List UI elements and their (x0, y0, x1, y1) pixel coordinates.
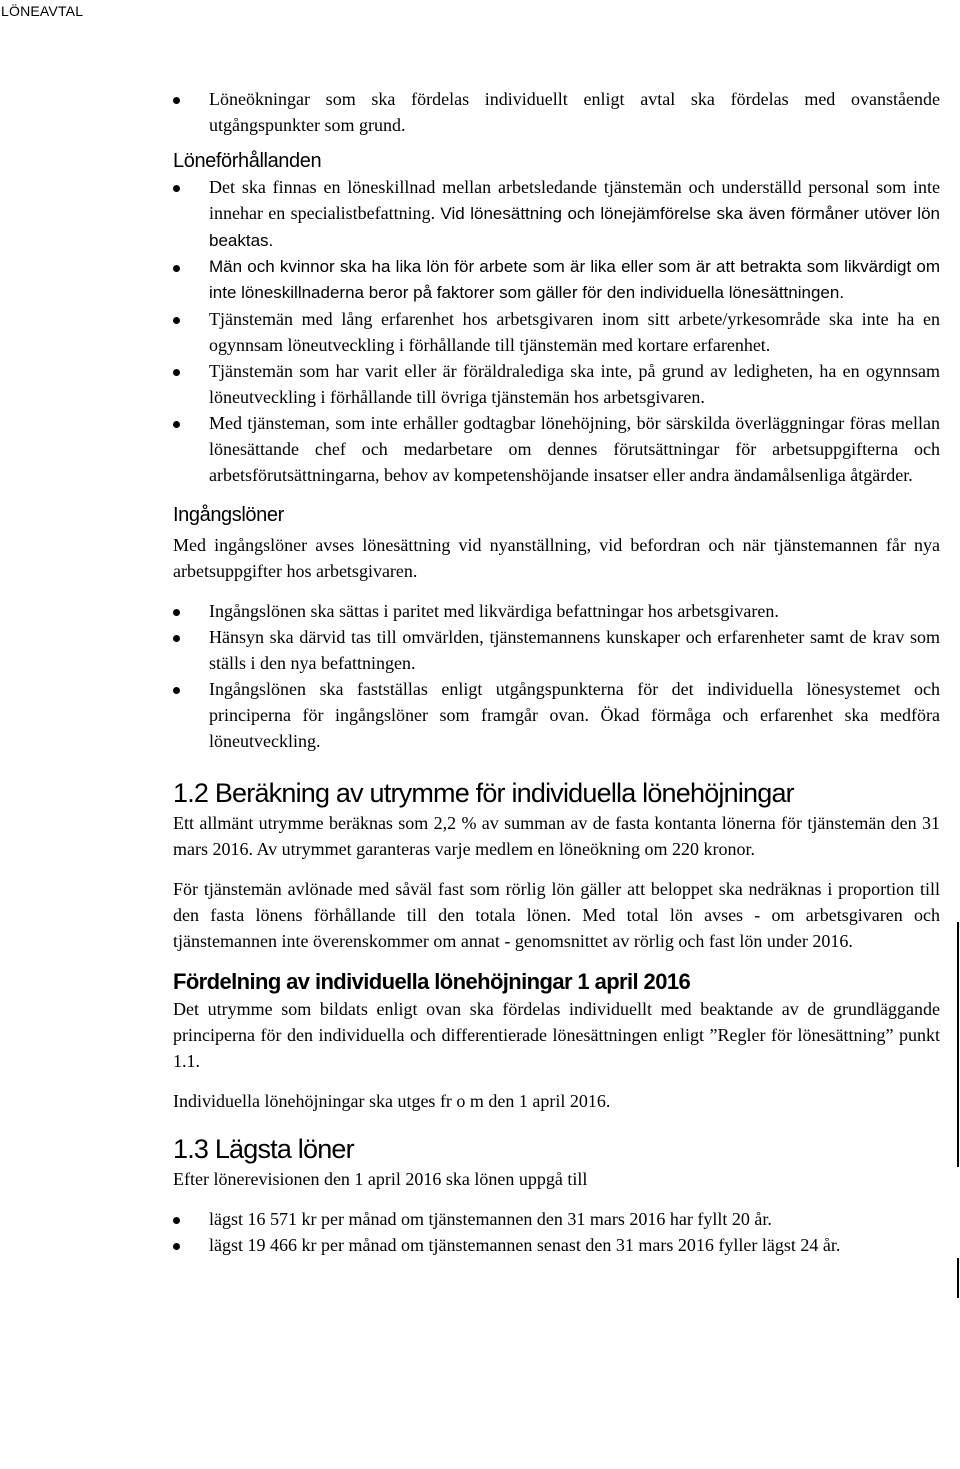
list-item: Löneökningar som ska fördelas individuellt enligt avtal ska fördelas med ovanstående utgångspunkter som grund. (173, 86, 940, 138)
bullet-icon (173, 185, 180, 192)
bullet-icon (173, 687, 180, 694)
list-item: Män och kvinnor ska ha lika lön för arbete som är lika eller som är att betrakta som likvärdigt om inte löneskillnaderna beror på faktorer som gäller för den individuella lönesättningen. (173, 254, 940, 306)
bullet-icon (173, 317, 180, 324)
lagsta-loner-bullet-list (173, 1206, 940, 1258)
bullet-icon (173, 265, 180, 272)
paragraph: Med ingångslöner avses lönesättning vid nyanställning, vid befordran och när tjänstemannen får nya arbetsuppgifter hos arbetsgivaren. (173, 535, 940, 581)
paragraph: Individuella lönehöjningar ska utges fr o m den 1 april 2016. (173, 1091, 611, 1111)
bullet-icon (173, 1217, 180, 1224)
section-heading-loneforhallanden: Löneförhållanden (173, 150, 322, 172)
section-heading-1-3: 1.3 Lägsta löner (173, 1134, 354, 1164)
section-heading-fordelning: Fördelning av individuella lönehöjningar 1 april 2016 (173, 969, 691, 994)
list-item: lägst 19 466 kr per månad om tjänstemannen senast den 31 mars 2016 fyller lägst 24 år. (173, 1232, 940, 1258)
ingangsloner-bullet-list (173, 598, 940, 754)
paragraph: Efter lönerevisionen den 1 april 2016 ska lönen uppgå till (173, 1169, 588, 1189)
bullet-icon (173, 609, 180, 616)
paragraph: Det utrymme som bildats enligt ovan ska fördelas individuellt med beaktande av de grundläggande principerna för den individuella och differentierade lönesättningen enligt ”Regler för lönesättning” punkt 1.1. (173, 999, 940, 1071)
list-item: Ingångslönen ska fastställas enligt utgångspunkterna för det individuella lönesystemet och principerna för ingångslöner som framgår ovan. Ökad förmåga och erfarenhet ska medföra löneutveckling. (173, 676, 940, 754)
bullet-icon (173, 369, 180, 376)
bullet-icon (173, 1243, 180, 1250)
list-item: Ingångslönen ska sättas i paritet med likvärdiga befattningar hos arbetsgivaren. (173, 598, 940, 624)
intro-bullet-list (173, 86, 940, 138)
section-heading-ingangsloner: Ingångslöner (173, 504, 284, 526)
bullet-icon (173, 421, 180, 428)
paragraph: För tjänstemän avlönade med såväl fast som rörlig lön gäller att beloppet ska nedräknas i proportion till den fasta lönens förhållande till den totala lönen. Med total lön avses - om arbetsgivaren och tjänstemannen inte överenskommer om annat - genomsnittet av rörlig och fast lön under 2016. (173, 879, 940, 951)
list-item: Med tjänsteman, som inte erhåller godtagbar lönehöjning, bör särskilda överläggningar föras mellan lönesättande chef och medarbetare om dennes förutsättningar för arbetsuppgifterna och arbetsförutsättningarna, behov av kompetenshöjande insatser eller andra ändamålsenliga åtgärder. (173, 410, 940, 488)
document-body (173, 86, 940, 1258)
change-bar (957, 922, 959, 1167)
change-bar (957, 1258, 959, 1298)
section-heading-1-2: 1.2 Beräkning av utrymme för individuella lönehöjningar (173, 778, 794, 808)
paragraph: Ett allmänt utrymme beräknas som 2,2 % av summan av de fasta kontanta lönerna för tjänstemän den 31 mars 2016. Av utrymmet garanteras varje medlem en löneökning om 220 kronor. (173, 813, 940, 859)
bullet-icon (173, 635, 180, 642)
list-item: Hänsyn ska därvid tas till omvärlden, tjänstemannens kunskaper och erfarenheter samt de krav som ställs i den nya befattningen. (173, 624, 940, 676)
running-header: LÖNEAVTAL (1, 3, 84, 19)
list-item: lägst 16 571 kr per månad om tjänstemannen den 31 mars 2016 har fyllt 20 år. (173, 1206, 940, 1232)
loneforhallanden-bullet-list (173, 174, 940, 488)
bullet-icon (173, 97, 180, 104)
list-item: Det ska finnas en löneskillnad mellan arbetsledande tjänstemän och underställd personal som inte innehar en specialistbefattning. Vid lönesättning och lönejämförelse ska även förmåner utöver lön beaktas. (173, 174, 940, 254)
list-item: Tjänstemän som har varit eller är föräldralediga ska inte, på grund av ledigheten, ha en ogynnsam löneutveckling i förhållande till övriga tjänstemän hos arbetsgivaren. (173, 358, 940, 410)
list-item: Tjänstemän med lång erfarenhet hos arbetsgivaren inom sitt arbete/yrkesområde ska inte ha en ogynnsam löneutveckling i förhållande till tjänstemän med kortare erfarenhet. (173, 306, 940, 358)
